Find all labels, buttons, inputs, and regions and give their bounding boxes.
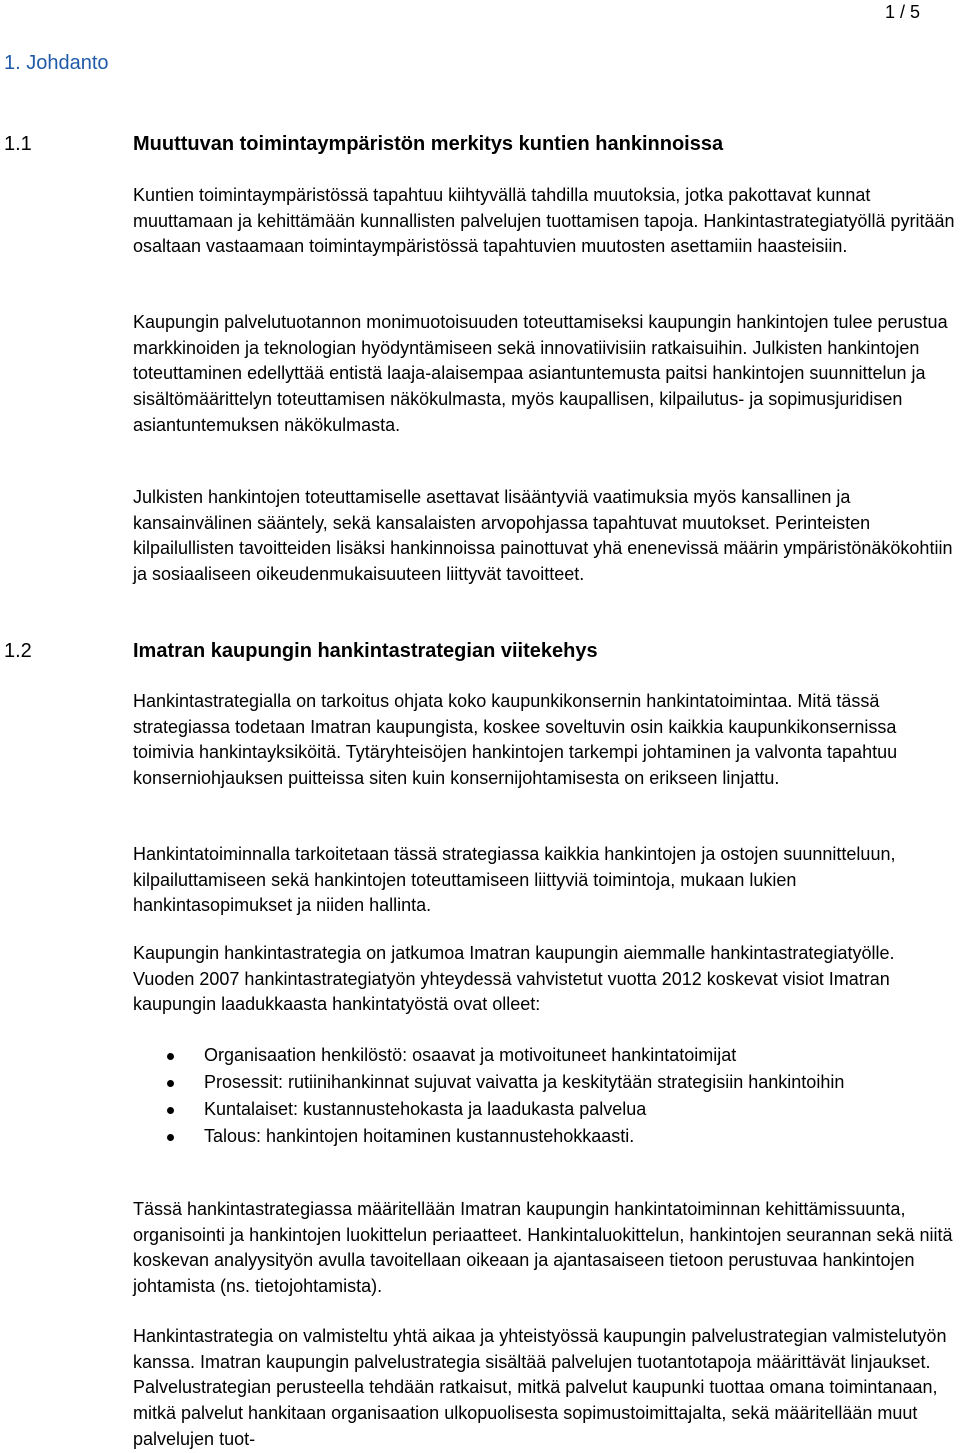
section-title: Imatran kaupungin hankintastrategian viitekehys	[133, 640, 598, 662]
paragraph: Hankintastrategialla on tarkoitus ohjata koko kaupunkikonsernin hankintatoimintaa. Mitä tässä strategiassa todetaan Imatran kaupungista, koskee soveltuvin osin kaikkia kaupunkikonsernissa toimivia hankintayksiköitä. Tytäryhteisöjen hankintojen tarkempi johtaminen ja valvonta tapahtuu konserniohjauksen puitteissa siten kuin konsernijohtamisesta on erikseen linjattu.	[133, 691, 898, 789]
list-item	[133, 1070, 959, 1096]
bullet-icon	[167, 1107, 174, 1114]
paragraph: Hankintatoiminnalla tarkoitetaan tässä strategiassa kaikkia hankintojen ja ostojen suunnitteluun, kilpailuttamiseen sekä hankintojen toteuttamiseen liittyviä toimintoja, mukaan lukien hankintasopimukset ja niiden hallinta.	[133, 844, 896, 916]
list-item	[133, 1043, 959, 1069]
bullet-icon	[167, 1053, 174, 1060]
section-number: 1.1	[4, 133, 32, 155]
list-item	[133, 1097, 959, 1123]
vision-list	[133, 1043, 959, 1151]
paragraph: Tässä hankintastrategiassa määritellään Imatran kaupungin hankintatoiminnan kehittämissuunta, organisointi ja hankintojen luokittelun periaatteet. Hankintaluokittelun, hankintojen seurannan sekä niitä koskevan analyysityön avulla tavoitellaan oikeaan ja ajantasaiseen tietoon perustuvaa hankintojen johtamista (ns. tietojohtamista).	[133, 1199, 953, 1297]
bullet-icon	[167, 1134, 174, 1141]
bullet-icon	[167, 1080, 174, 1087]
chapter-title: 1. Johdanto	[4, 52, 109, 74]
list-item-text: Talous: hankintojen hoitaminen kustannustehokkaasti.	[204, 1125, 635, 1146]
paragraph: Kaupungin palvelutuotannon monimuotoisuuden toteuttamiseksi kaupungin hankintojen tulee perustua markkinoiden ja teknologian hyödyntämiseen sekä innovatiivisiin ratkaisuihin. Julkisten hankintojen toteuttaminen edellyttää entistä laaja-alaisempaa asiantuntemusta paitsi hankintojen suunnittelun ja sisältömäärittelyn toteuttamisen näkökulmasta, myös kaupallisen, kilpailutus- ja sopimusjuridisen asiantuntemuksen näkökulmasta.	[133, 312, 948, 435]
paragraph: Kaupungin hankintastrategia on jatkumoa Imatran kaupungin aiemmalle hankintastrategiatyölle. Vuoden 2007 hankintastrategiatyön yhteydessä vahvistetut vuotta 2012 koskevat visiot Imatran kaupungin laadukkaasta hankintatyöstä ovat olleet:	[133, 943, 895, 1015]
list-item	[133, 1124, 959, 1150]
section-heading	[0, 637, 960, 665]
section-heading	[0, 130, 960, 158]
list-item-text: Kuntalaiset: kustannustehokasta ja laadukasta palvelua	[204, 1098, 647, 1119]
section-number: 1.2	[4, 640, 32, 662]
section-1-2	[0, 637, 960, 665]
paragraph: Hankintastrategia on valmisteltu yhtä aikaa ja yhteistyössä kaupungin palvelustrategian valmistelutyön kanssa. Imatran kaupungin palvelustrategia sisältää palvelujen tuotantotapoja määrittävät linjaukset. Palvelustrategian perusteella tehdään ratkaisut, mitkä palvelut kaupunki tuottaa omana toimintanaan, mitkä palvelut hankitaan organisaation ulkopuolisesta sopimustoimittajalta, sekä määritellään muut palvelujen tuot-	[133, 1326, 947, 1449]
paragraph: Julkisten hankintojen toteuttamiselle asettavat lisääntyviä vaatimuksia myös kansallinen ja kansainvälinen sääntely, sekä kansalaisten arvopohjassa tapahtuvat muutokset. Perinteisten kilpailullisten tavoitteiden lisäksi hankinnoissa painottuvat yhä enenevissä määrin ympäristönäkökohtiin ja sosiaaliseen oikeudenmukaisuuteen liittyvät tavoitteet.	[133, 487, 953, 585]
paragraph: Kuntien toimintaympäristössä tapahtuu kiihtyvällä tahdilla muutoksia, jotka pakottavat kunnat muuttamaan ja kehittämään kunnallisten palvelujen tuottamisen tapoja. Hankintastrategiatyöllä pyritään osaltaan vastaamaan toimintaympäristössä tapahtuvien muutosten asettamiin haasteisiin.	[133, 185, 955, 257]
page-number: 1 / 5	[884, 2, 920, 22]
list-item-text: Organisaation henkilöstö: osaavat ja motivoituneet hankintatoimijat	[204, 1045, 737, 1065]
section-1-1	[0, 130, 960, 158]
section-title: Muuttuvan toimintaympäristön merkitys kuntien hankinnoissa	[133, 133, 724, 155]
list-item-text: Prosessit: rutiinihankinnat sujuvat vaivatta ja keskitytään strategisiin hankintoihin	[204, 1071, 845, 1092]
